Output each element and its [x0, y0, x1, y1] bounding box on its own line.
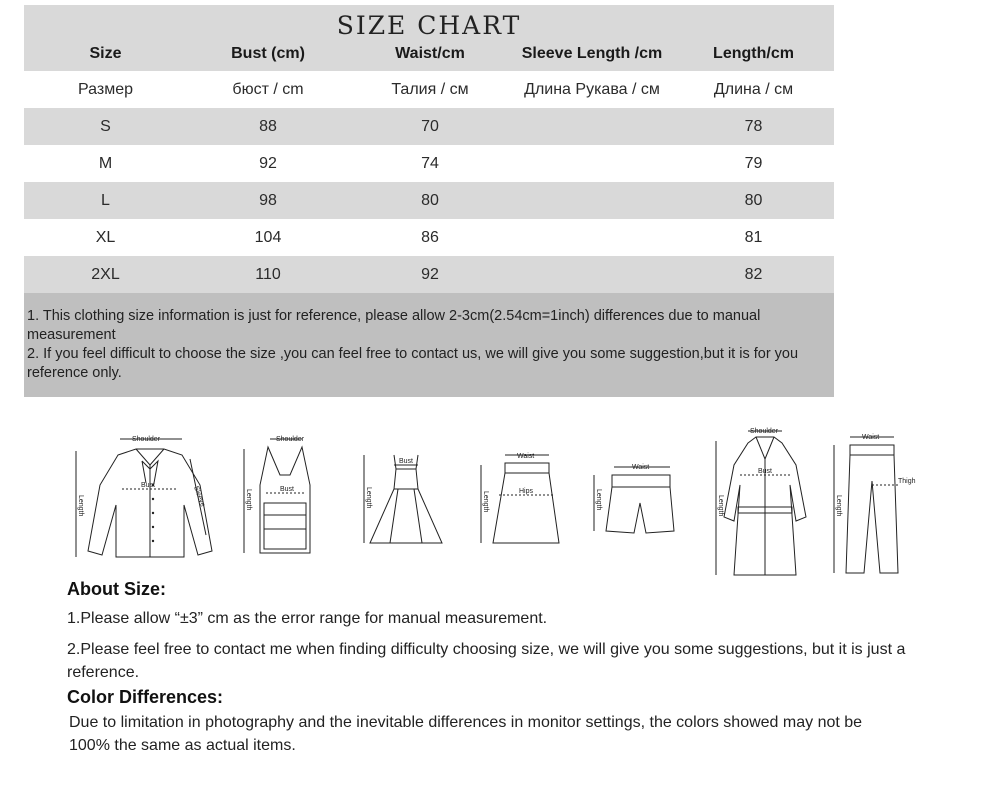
coat-shoulder-label: Shoulder	[750, 428, 779, 435]
skirt-waist-label: Waist	[517, 453, 535, 460]
subheader-size: Размер	[78, 80, 133, 98]
skirt-diagram	[469, 425, 569, 565]
pants-waist-label: Waist	[862, 434, 880, 441]
table-row	[24, 108, 834, 145]
about-line-1: 1.Please allow “±3” cm as the error range for manual measurement.	[67, 610, 548, 627]
dress-length-label: Length	[365, 487, 372, 509]
shorts-length-label: Length	[595, 489, 602, 511]
bust-cell: 98	[259, 191, 277, 209]
size-cell: M	[98, 154, 113, 172]
dress-bust-label: Bust	[399, 458, 414, 465]
coat-diagram	[706, 425, 816, 580]
length-cell: 80	[744, 191, 763, 209]
shirt-length-label: Length	[77, 495, 84, 517]
bust-cell: 104	[254, 228, 282, 246]
about-size-heading: About Size:	[67, 579, 166, 599]
subheader-length: Длина / см	[713, 80, 794, 98]
note-1: 1. This clothing size information is just for reference, please allow 2-3cm(2.54cm=1inch) differences due to manual measurement	[27, 308, 761, 343]
waist-cell: 80	[421, 191, 439, 209]
bust-cell: 88	[259, 117, 277, 135]
pants-diagram	[824, 425, 924, 580]
header-length: Length/cm	[713, 45, 794, 62]
color-differences-text: Due to limitation in photography and the inevitable differences in monitor settings, the colors showed may not be 100% the same as actual items.	[69, 714, 863, 754]
coat-bust-label: Bust	[758, 468, 773, 475]
table-row	[24, 182, 834, 219]
bust-cell: 110	[255, 265, 281, 283]
chart-title: SIZE CHART	[336, 11, 522, 40]
subheader-waist: Талия / см	[391, 80, 469, 98]
pants-thigh-label: Thigh	[898, 478, 916, 485]
waist-cell: 92	[421, 265, 439, 283]
pants-length-label: Length	[835, 495, 842, 517]
dress-diagram	[356, 425, 456, 565]
subheader-row	[24, 71, 834, 108]
coat-length-label: Length	[717, 495, 724, 517]
shirt-sleeve-label: Sleeve	[192, 485, 207, 508]
header-size: Size	[89, 45, 122, 62]
subheader-bust: бюст / cm	[232, 80, 304, 98]
size-cell: 2XL	[91, 265, 120, 283]
header-sleeve: Sleeve Length /cm	[521, 45, 663, 62]
about-line-2: 2.Please feel free to contact me when finding difficulty choosing size, we will give you some suggestions, but it is just a reference.	[67, 641, 906, 681]
reference-notes	[24, 293, 834, 397]
header-row	[24, 37, 834, 71]
shirt-diagram	[66, 425, 226, 565]
about-size-section	[67, 578, 907, 757]
skirt-hips-label: Hips	[519, 488, 534, 495]
header-waist: Waist/cm	[395, 45, 465, 62]
bust-cell: 92	[259, 154, 277, 172]
size-chart-table	[24, 5, 834, 397]
waist-cell: 74	[421, 154, 439, 172]
waist-cell: 86	[421, 228, 439, 246]
length-cell: 79	[744, 154, 763, 172]
size-cell: XL	[95, 228, 116, 246]
vest-shoulder-label: Shoulder	[276, 436, 305, 443]
length-cell: 78	[744, 117, 763, 135]
subheader-sleeve: Длина Рукава / см	[524, 80, 660, 98]
shirt-shoulder-label: Shoulder	[132, 436, 161, 443]
table-row	[24, 145, 834, 182]
color-differences-heading: Color Differences:	[67, 687, 224, 707]
vest-diagram	[234, 425, 334, 565]
waist-cell: 70	[421, 117, 439, 135]
header-bust: Bust (cm)	[231, 45, 305, 62]
length-cell: 82	[744, 265, 763, 283]
measurement-diagrams	[66, 425, 926, 580]
length-cell: 81	[744, 228, 763, 246]
size-cell: L	[101, 191, 110, 209]
shorts-waist-label: Waist	[632, 464, 650, 471]
note-2: 2. If you feel difficult to choose the size ,you can feel free to contact us, we will give you some suggestion,but it is for you reference only.	[27, 346, 799, 381]
shirt-bust-label: Bust	[141, 482, 156, 489]
size-cell: S	[100, 117, 111, 135]
skirt-length-label: Length	[482, 491, 489, 513]
title-band	[24, 5, 834, 71]
table-row	[24, 219, 834, 256]
shorts-diagram	[584, 425, 684, 565]
vest-bust-label: Bust	[280, 486, 295, 493]
vest-length-label: Length	[245, 489, 252, 511]
table-row	[24, 256, 834, 293]
